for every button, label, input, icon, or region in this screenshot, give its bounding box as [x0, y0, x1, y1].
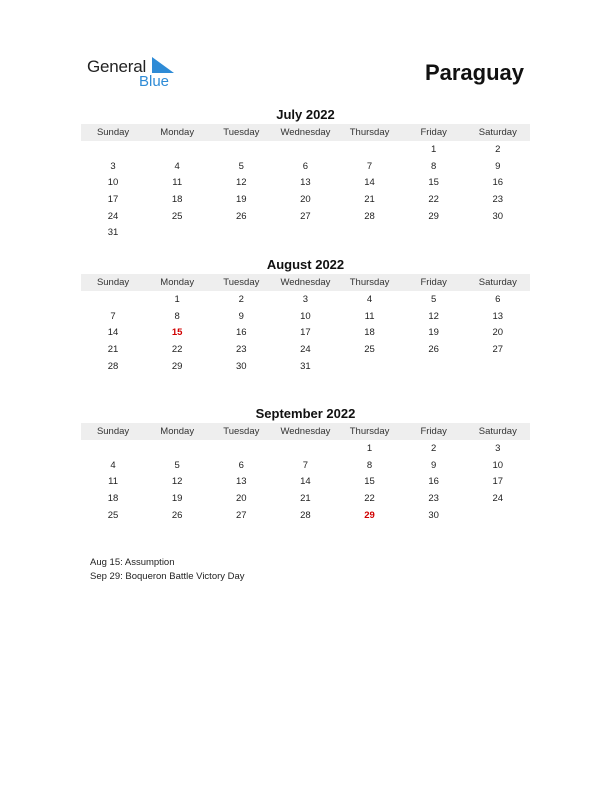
day-cell: 2	[495, 143, 501, 155]
day-cell: 5	[174, 459, 180, 471]
weekday-label: Friday	[420, 426, 447, 437]
week-row	[81, 141, 530, 158]
day-cell: 3	[110, 160, 116, 172]
day-cell: 13	[236, 476, 247, 488]
month-august	[81, 256, 530, 374]
day-cell: 4	[174, 160, 180, 172]
day-cell: 19	[171, 492, 183, 504]
day-cell: 7	[366, 160, 373, 172]
day-cell: 2	[238, 293, 244, 305]
weekday-label: Thursday	[349, 127, 390, 138]
day-cell: 1	[431, 143, 437, 155]
holiday-note: Aug 15: Assumption	[90, 557, 175, 568]
weekday-label: Friday	[420, 127, 447, 138]
day-cell: 25	[364, 343, 375, 355]
country-title: Paraguay	[424, 60, 524, 85]
week-row	[81, 473, 530, 490]
week-row	[81, 358, 530, 375]
day-cell: 15	[428, 177, 439, 189]
month-title: September 2022	[255, 406, 356, 421]
weekday-header	[81, 124, 530, 141]
weekday-label: Tuesday	[223, 127, 260, 138]
weekday-label: Sunday	[96, 127, 130, 138]
week-row	[81, 208, 530, 225]
day-cell: 29	[171, 360, 183, 372]
day-cell: 17	[492, 476, 504, 488]
weekday-label: Saturday	[478, 277, 517, 288]
weekday-label: Thursday	[349, 277, 390, 288]
day-cell: 7	[110, 310, 116, 322]
day-cell: 22	[364, 492, 375, 504]
day-cell: 10	[107, 177, 119, 189]
logo-flag-icon	[146, 57, 176, 73]
logo	[87, 57, 187, 93]
day-cell: 22	[171, 343, 183, 355]
day-cell: 27	[492, 343, 504, 355]
day-cell: 8	[174, 310, 180, 322]
day-cell: 21	[107, 343, 119, 355]
weekday-header	[81, 274, 530, 291]
day-cell: 8	[366, 459, 373, 471]
weekday-header	[81, 423, 530, 440]
weekday-label: Tuesday	[223, 426, 260, 437]
day-cell: 24	[107, 210, 119, 222]
week-row	[81, 324, 530, 341]
day-cell: 13	[492, 310, 504, 322]
day-cell: 21	[364, 193, 375, 205]
day-cell: 2	[431, 442, 437, 454]
holiday-day-cell: 29	[364, 509, 375, 521]
week-row	[81, 457, 530, 474]
holiday-day-cell: 15	[171, 327, 183, 339]
day-cell: 30	[236, 360, 247, 372]
day-cell: 20	[492, 327, 504, 339]
day-cell: 28	[300, 509, 311, 521]
day-cell: 24	[492, 492, 504, 504]
day-cell: 25	[107, 509, 119, 521]
week-row	[81, 191, 530, 208]
day-cell: 11	[364, 310, 375, 322]
logo-text-general: General	[87, 57, 147, 76]
week-row	[81, 507, 530, 524]
day-cell: 20	[236, 492, 247, 504]
day-cell: 31	[300, 360, 311, 372]
weekday-label: Saturday	[478, 127, 517, 138]
day-cell: 30	[428, 509, 439, 521]
day-cell: 30	[492, 210, 504, 222]
day-cell: 28	[107, 360, 119, 372]
day-cell: 14	[107, 327, 119, 339]
day-cell: 19	[428, 327, 439, 339]
day-cell: 22	[428, 193, 439, 205]
weekday-label: Wednesday	[280, 277, 331, 288]
weekday-label: Tuesday	[223, 277, 260, 288]
day-cell: 23	[236, 343, 247, 355]
week-row	[81, 224, 530, 241]
day-cell: 16	[428, 476, 439, 488]
week-row	[81, 490, 530, 507]
day-cell: 3	[495, 442, 501, 454]
week-row	[81, 341, 530, 358]
logo-text-blue: Blue	[139, 73, 170, 90]
day-cell: 9	[495, 160, 501, 172]
day-cell: 17	[300, 327, 311, 339]
day-cell: 31	[107, 227, 119, 239]
week-row	[81, 291, 530, 308]
day-cell: 5	[238, 160, 244, 172]
day-cell: 29	[428, 210, 439, 222]
day-cell: 18	[171, 193, 183, 205]
day-cell: 4	[366, 293, 373, 305]
day-cell: 10	[492, 459, 504, 471]
day-cell: 18	[107, 492, 119, 504]
day-cell: 5	[431, 293, 437, 305]
day-cell: 26	[236, 210, 247, 222]
month-july	[81, 106, 530, 241]
day-cell: 16	[236, 327, 247, 339]
week-row	[81, 174, 530, 191]
day-cell: 19	[236, 193, 247, 205]
day-cell: 6	[495, 293, 501, 305]
month-title: August 2022	[266, 257, 345, 272]
day-cell: 7	[302, 459, 309, 471]
weekday-label: Saturday	[478, 426, 517, 437]
weekday-label: Monday	[160, 426, 195, 437]
day-cell: 3	[302, 293, 309, 305]
day-cell: 27	[236, 509, 247, 521]
day-cell: 25	[171, 210, 183, 222]
weekday-label: Sunday	[96, 426, 130, 437]
weekday-label: Monday	[160, 277, 195, 288]
weekday-label: Wednesday	[280, 127, 331, 138]
weekday-label: Wednesday	[280, 426, 331, 437]
day-cell: 18	[364, 327, 375, 339]
month-september	[81, 405, 530, 523]
day-cell: 12	[236, 177, 247, 189]
day-cell: 13	[300, 177, 311, 189]
day-cell: 23	[428, 492, 439, 504]
day-cell: 20	[300, 193, 311, 205]
week-row	[81, 440, 530, 457]
weekday-label: Sunday	[96, 277, 130, 288]
holiday-notes	[90, 556, 245, 584]
day-cell: 1	[366, 442, 373, 454]
day-cell: 11	[108, 476, 118, 488]
day-cell: 6	[238, 459, 244, 471]
day-cell: 27	[300, 210, 311, 222]
day-cell: 12	[428, 310, 439, 322]
day-cell: 26	[171, 509, 183, 521]
weekday-label: Monday	[160, 127, 195, 138]
day-cell: 4	[110, 459, 116, 471]
month-title: July 2022	[276, 107, 335, 122]
day-cell: 11	[172, 177, 183, 189]
day-cell: 15	[364, 476, 375, 488]
day-cell: 1	[174, 293, 180, 305]
day-cell: 6	[302, 160, 309, 172]
day-cell: 9	[431, 459, 437, 471]
week-row	[81, 158, 530, 175]
day-cell: 23	[492, 193, 504, 205]
day-cell: 12	[171, 476, 183, 488]
day-cell: 28	[364, 210, 375, 222]
day-cell: 14	[364, 177, 375, 189]
day-cell: 10	[300, 310, 311, 322]
day-cell: 21	[300, 492, 311, 504]
day-cell: 26	[428, 343, 439, 355]
day-cell: 24	[300, 343, 311, 355]
day-cell: 16	[492, 177, 504, 189]
week-row	[81, 308, 530, 325]
day-cell: 17	[107, 193, 119, 205]
weekday-label: Friday	[420, 277, 447, 288]
weekday-label: Thursday	[349, 426, 390, 437]
day-cell: 9	[238, 310, 244, 322]
day-cell: 8	[431, 160, 437, 172]
day-cell: 14	[300, 476, 311, 488]
holiday-note: Sep 29: Boqueron Battle Victory Day	[90, 571, 245, 582]
